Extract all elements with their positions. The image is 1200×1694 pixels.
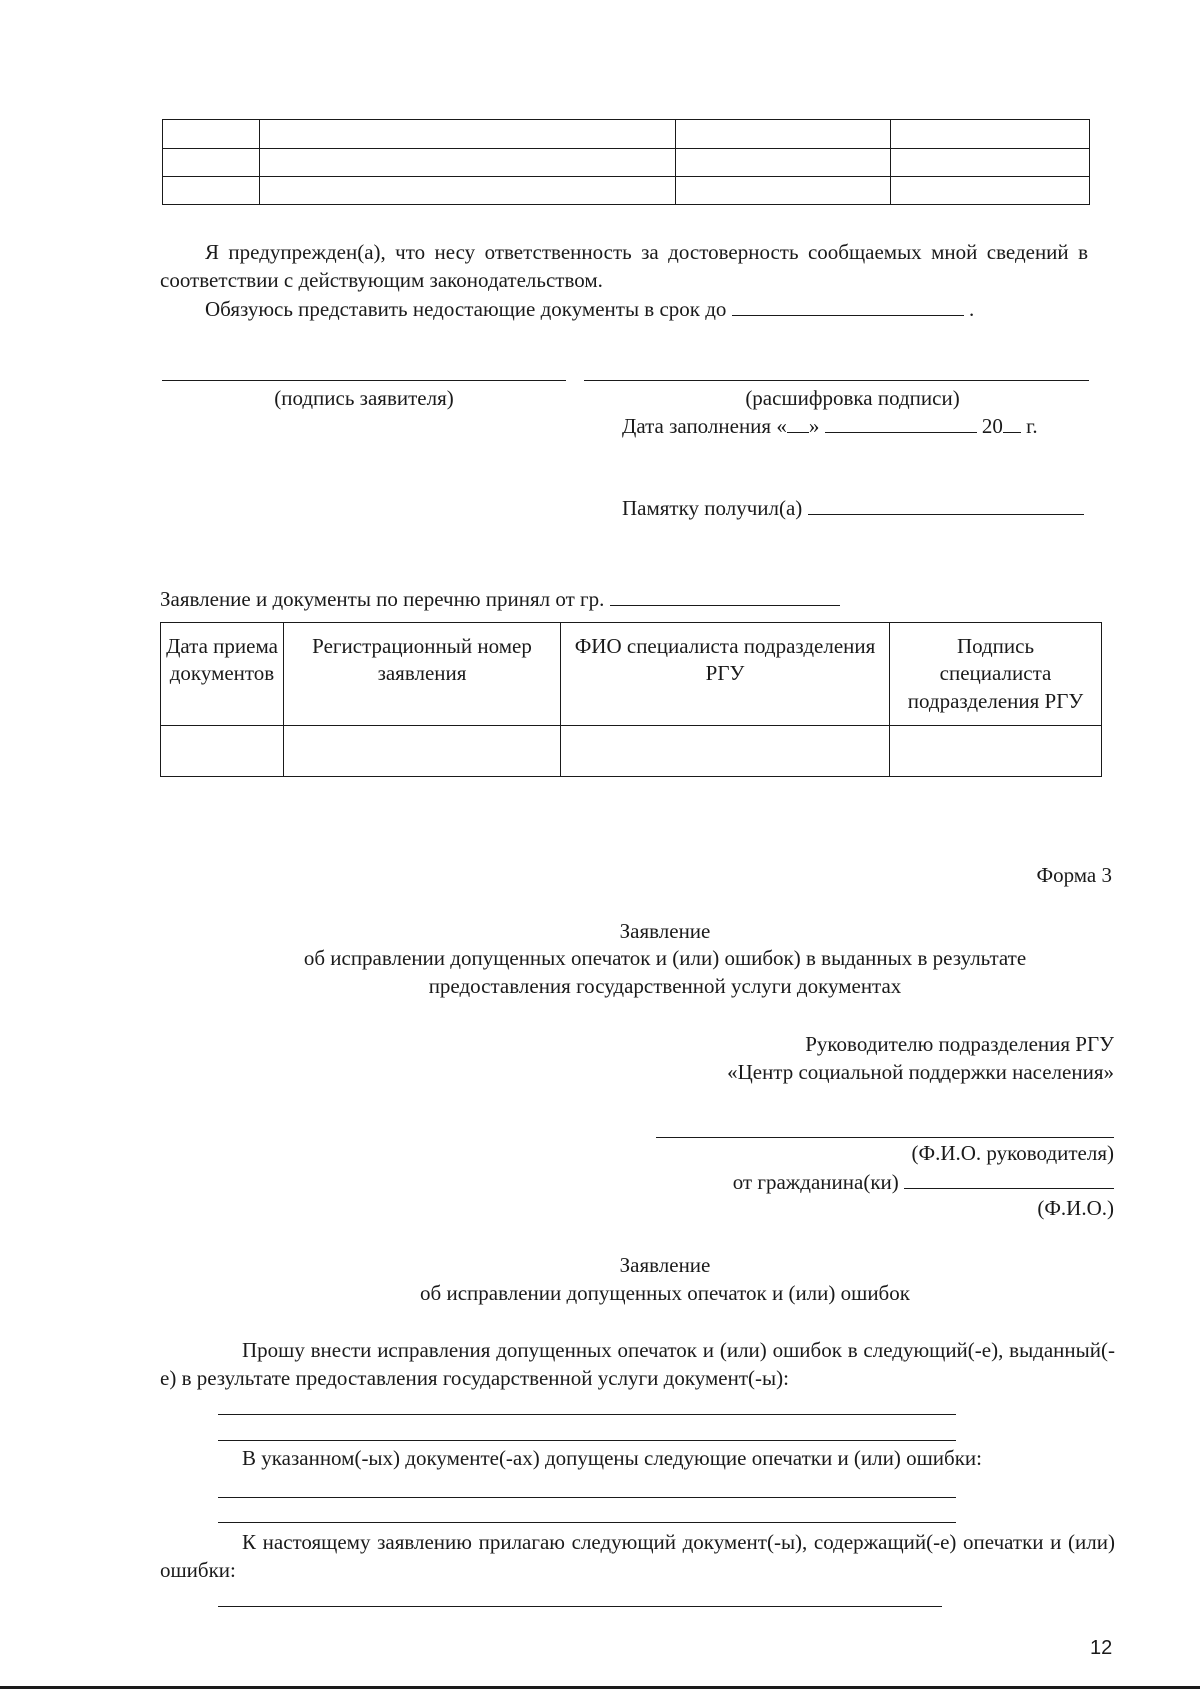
- receipt-table: [160, 622, 1102, 777]
- fill-date-line: Дата заполнения « » 20 г.: [622, 414, 1038, 438]
- obligation-line: Обязуюсь представить недостающие документы в срок до .: [205, 297, 975, 321]
- receipt-cell: [890, 726, 1102, 777]
- document-entry-line: [218, 1440, 956, 1441]
- memo-received-blank: [808, 496, 1084, 515]
- signature-decode-line: [584, 380, 1089, 381]
- warning-paragraph: Я предупрежден(а), что несу ответственность за достоверность сообщаемых мной сведений в соответствии с действующим законодательством.: [160, 240, 1088, 292]
- accepted-from-text: Заявление и документы по перечню принял от гр.: [160, 587, 605, 611]
- signature-decode-caption: (расшифровка подписи): [745, 386, 960, 410]
- signature-caption: (подпись заявителя): [274, 386, 454, 410]
- addressee-line2: «Центр социальной поддержки населения»: [727, 1060, 1114, 1084]
- header-specialist-name: ФИО специалиста подразделения РГУ: [561, 623, 890, 726]
- head-name-line: [656, 1137, 1114, 1138]
- header-specialist-signature: Подпись специалиста подразделения РГУ: [890, 623, 1102, 726]
- statement-title-line1: Заявление: [619, 1253, 711, 1277]
- statement-title-line2: об исправлении допущенных опечаток и (или) ошибок: [420, 1281, 910, 1305]
- document-entry-line: [218, 1414, 956, 1415]
- header-registration-number: Регистрационный номер заявления: [284, 623, 561, 726]
- receipt-cell: [161, 726, 284, 777]
- page-bottom-edge: [0, 1686, 1200, 1689]
- errors-entry-line: [218, 1497, 956, 1498]
- applicant-signature-line: [162, 380, 566, 381]
- from-citizen-label: от гражданина(ки): [732, 1170, 899, 1194]
- receipt-cell: [284, 726, 561, 777]
- obligation-text: Обязуюсь представить недостающие документы в срок до: [205, 297, 727, 321]
- form-title-line1: Заявление: [619, 919, 711, 943]
- form-label: Форма 3: [1036, 863, 1112, 887]
- head-name-caption: (Ф.И.О. руководителя): [911, 1141, 1114, 1165]
- errors-paragraph: В указанном(-ых) документе(-ах) допущены следующие опечатки и (или) ошибки:: [242, 1446, 982, 1470]
- top-empty-table: [162, 119, 1090, 205]
- accepted-from-line: [160, 586, 840, 613]
- addressee-line1: Руководителю подразделения РГУ: [805, 1032, 1114, 1056]
- receipt-cell: [561, 726, 890, 777]
- citizen-fio-caption: (Ф.И.О.): [1037, 1196, 1114, 1220]
- attachment-entry-line: [218, 1606, 942, 1607]
- header-receipt-date: Дата приема документов: [161, 623, 284, 726]
- month-blank: [825, 414, 977, 433]
- attach-paragraph: К настоящему заявлению прилагаю следующий документ(-ы), содержащий(-е) опечатки и (или) ошибки:: [160, 1530, 1115, 1582]
- page-number: 12: [1090, 1637, 1113, 1659]
- citizen-name-blank: [904, 1170, 1114, 1189]
- deadline-blank: [732, 297, 964, 316]
- memo-received-line: [622, 495, 1084, 522]
- fill-date-label: Дата заполнения «: [622, 414, 787, 438]
- day-blank: [787, 414, 809, 433]
- errors-entry-line: [218, 1522, 956, 1523]
- accepted-from-blank: [610, 587, 840, 606]
- request-paragraph: Прошу внести исправления допущенных опечаток и (или) ошибок в следующий(-е), выданный(-е) в результате предоставления государственной услуги документ(-ы):: [160, 1338, 1115, 1390]
- form-title-line2: об исправлении допущенных опечаток и (или) ошибок) в выданных в результате: [303, 946, 1027, 970]
- year-blank: [1003, 414, 1021, 433]
- from-citizen-line: [600, 1169, 1114, 1196]
- form-title-line3: предоставления государственной услуги документах: [428, 974, 902, 998]
- memo-received-text: Памятку получил(а): [622, 496, 803, 520]
